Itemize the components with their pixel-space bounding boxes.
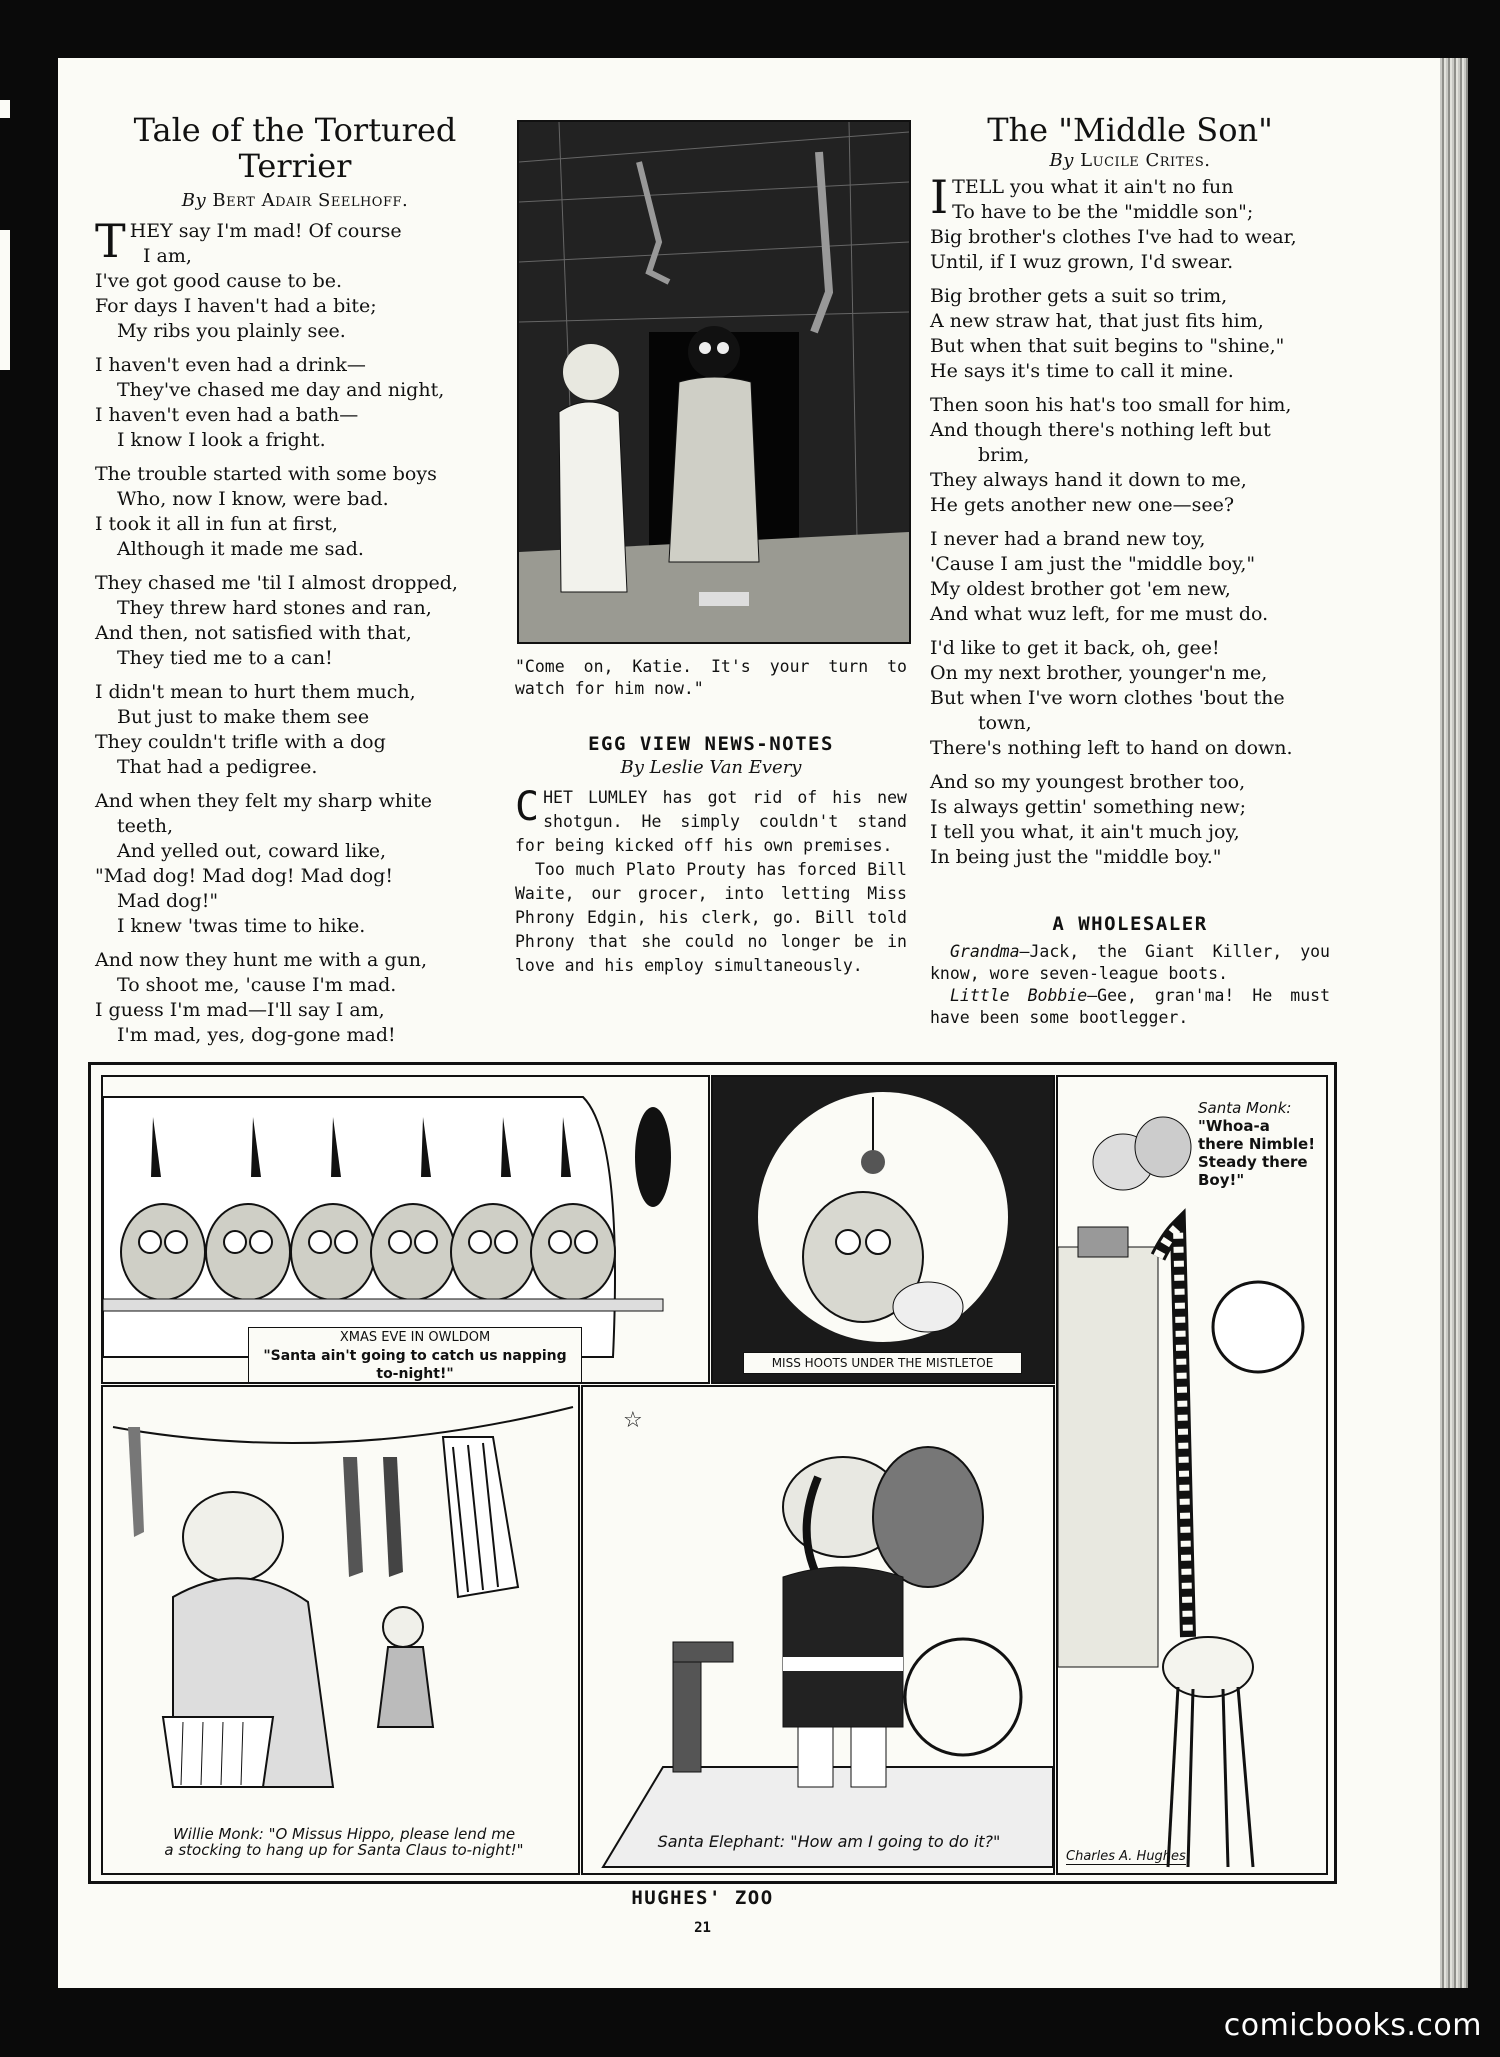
poem-line: teeth, [117,815,174,837]
poem-line: I took it all in fun at first, [95,513,338,535]
poem-body [95,214,495,1048]
panel-owldom [101,1075,710,1384]
poem-line: I haven't even had a bath— [95,404,359,426]
dropcap: I [930,170,949,224]
poem-line: I'd like to get it back, oh, gee! [930,637,1220,659]
stanza [95,214,495,344]
poem-line: I haven't even had a drink— [95,354,366,376]
poem-line: They always hand it down to me, [930,469,1247,491]
stanza [930,636,1330,761]
stanza [95,789,495,939]
wholesaler-title: A WHOLESALER [1052,913,1208,935]
stanza [95,353,495,453]
poem-line: "Mad dog! Mad dog! Mad dog! [95,865,393,887]
poem-line: And when they felt my sharp white [95,790,432,812]
page-edge [1440,58,1468,1988]
poem-tortured-terrier [95,112,495,1057]
poem-line: I've got good cause to be. [95,270,343,292]
news-byline: By Leslie Van Every [620,757,802,778]
poem-line: There's nothing left to hand on down. [930,737,1293,759]
panel-elephant [581,1385,1055,1875]
poem-line: I tell you what, it ain't much joy, [930,821,1240,843]
poem-line: They tied me to a can! [117,647,333,669]
poem-line: I knew 'twas time to hike. [117,915,366,937]
stanza [930,393,1330,518]
poem-line: Mad dog!" [117,890,219,912]
panel-mistletoe-caption: MISS HOOTS UNDER THE MISTLETOE [743,1352,1022,1374]
binding-mark [0,100,10,118]
poem-line: They threw hard stones and ran, [117,597,432,619]
poem-line: I'm mad, yes, dog-gone mad! [117,1024,396,1046]
poem-title: The "Middle Son" [987,111,1273,149]
illustration-caption-box [515,656,907,700]
stanza [930,527,1330,627]
poem-line: town, [978,712,1032,734]
poem-line: I guess I'm mad—I'll say I am, [95,999,385,1021]
poem-line: But when I've worn clothes 'bout the [930,687,1285,709]
poem-line: Big brother gets a suit so trim, [930,285,1228,307]
artist-signature: Charles A. Hughes [1066,1849,1186,1864]
news-body: CHET LUMLEY has got rid of his new shotgun. He simply couldn't stand for being kicked off his own premises. Too much Plato Prouty has forced Bill Waite, our grocer, into letting Miss Phrony Edgin, his clerk, go. Bill told Phrony that she could no longer be in love and his employ simultaneously. [515,784,907,975]
illustration-katie [517,120,911,644]
poem-line: And so my youngest brother too, [930,771,1246,793]
poem-title: Tale of the Tortured Terrier [133,111,457,185]
panel-giraffe [1056,1075,1328,1875]
poem-line: They chased me 'til I almost dropped, [95,572,458,594]
stanza [930,284,1330,384]
svg-text:☆: ☆ [623,1408,643,1433]
poem-line: He says it's time to call it mine. [930,360,1234,382]
poem-middle-son [930,112,1330,879]
poem-line: To have to be the "middle son"; [952,201,1254,223]
poem-body [930,170,1330,870]
poem-byline: By Bert Adair Seelhoff. [181,190,409,211]
poem-line: I am, [143,245,192,267]
poem-line: I didn't mean to hurt them much, [95,681,416,703]
panel-mistletoe [711,1075,1055,1384]
poem-line: TELL you what it ain't no fun [952,176,1234,198]
dropcap: T [95,214,126,268]
news-dropcap: C [515,784,540,830]
poem-line: They couldn't trifle with a dog [95,731,386,753]
news-title: EGG VIEW NEWS-NOTES [588,733,834,755]
poem-line: Big brother's clothes I've had to wear, [930,226,1297,248]
wholesaler-section [930,913,1330,1029]
poem-line: He gets another new one—see? [930,494,1235,516]
site-watermark: comicbooks.com [1223,2008,1482,2043]
panel-hippo [101,1385,580,1875]
stanza [95,680,495,780]
panel-giraffe-speech: Santa Monk: "Whoa-a there Nimble! Steady there Boy!" [1198,1099,1316,1189]
poem-byline: By Lucile Crites. [1049,150,1211,171]
poem-line: But just to make them see [117,706,370,728]
poem-line: That had a pedigree. [117,756,318,778]
poem-line: They've chased me day and night, [117,379,445,401]
news-section [515,733,907,978]
poem-line: Then soon his hat's too small for him, [930,394,1292,416]
stanza [95,571,495,671]
poem-line: And then, not satisfied with that, [95,622,412,644]
binding-mark [0,230,10,370]
poem-line: I never had a brand new toy, [930,528,1206,550]
poem-line: Who, now I know, were bad. [117,488,389,510]
poem-line: A new straw hat, that just fits him, [930,310,1264,332]
panel-hippo-caption: Willie Monk: "O Missus Hippo, please lend me a stocking to hang up for Santa Claus to-night!" [164,1825,524,1859]
poem-line: My oldest brother got 'em new, [930,578,1231,600]
poem-line: But when that suit begins to "shine," [930,335,1285,357]
poem-line: brim, [978,444,1030,466]
stanza [930,770,1330,870]
poem-line: To shoot me, 'cause I'm mad. [117,974,397,996]
panel-owldom-caption: XMAS EVE IN OWLDOM "Santa ain't going to catch us napping to-night!" [248,1327,582,1384]
illustration-caption: "Come on, Katie. It's your turn to watch for him now." [515,657,907,698]
panel-elephant-caption: Santa Elephant: "How am I going to do it?" [657,1832,1001,1851]
poem-line: On my next brother, younger'n me, [930,662,1268,684]
poem-line: And now they hunt me with a gun, [95,949,428,971]
page-footer-title: HUGHES' ZOO [631,1887,774,1909]
poem-line: The trouble started with some boys [95,463,437,485]
poem-line: And though there's nothing left but [930,419,1271,441]
comic-strip [88,1062,1337,1884]
poem-line: I know I look a fright. [117,429,326,451]
stanza [95,948,495,1048]
page-number: 21 [694,1920,711,1936]
poem-line: 'Cause I am just the "middle boy," [930,553,1256,575]
poem-line: And yelled out, coward like, [117,840,387,862]
poem-line: For days I haven't had a bite; [95,295,377,317]
poem-line: HEY say I'm mad! Of course [129,220,402,242]
poem-line: Is always gettin' something new; [930,796,1247,818]
stanza [95,462,495,562]
wholesaler-body: Grandma—Jack, the Giant Killer, you know, wore seven-league boots. Little Bobbie—Gee, gran'ma! He must have been some bootlegger. [930,942,1330,1027]
poem-line: My ribs you plainly see. [117,320,346,342]
poem-line: In being just the "middle boy." [930,846,1222,868]
poem-line: Although it made me sad. [117,538,364,560]
stanza [930,170,1330,275]
poem-line: And what wuz left, for me must do. [930,603,1269,625]
poem-line: Until, if I wuz grown, I'd swear. [930,251,1234,273]
